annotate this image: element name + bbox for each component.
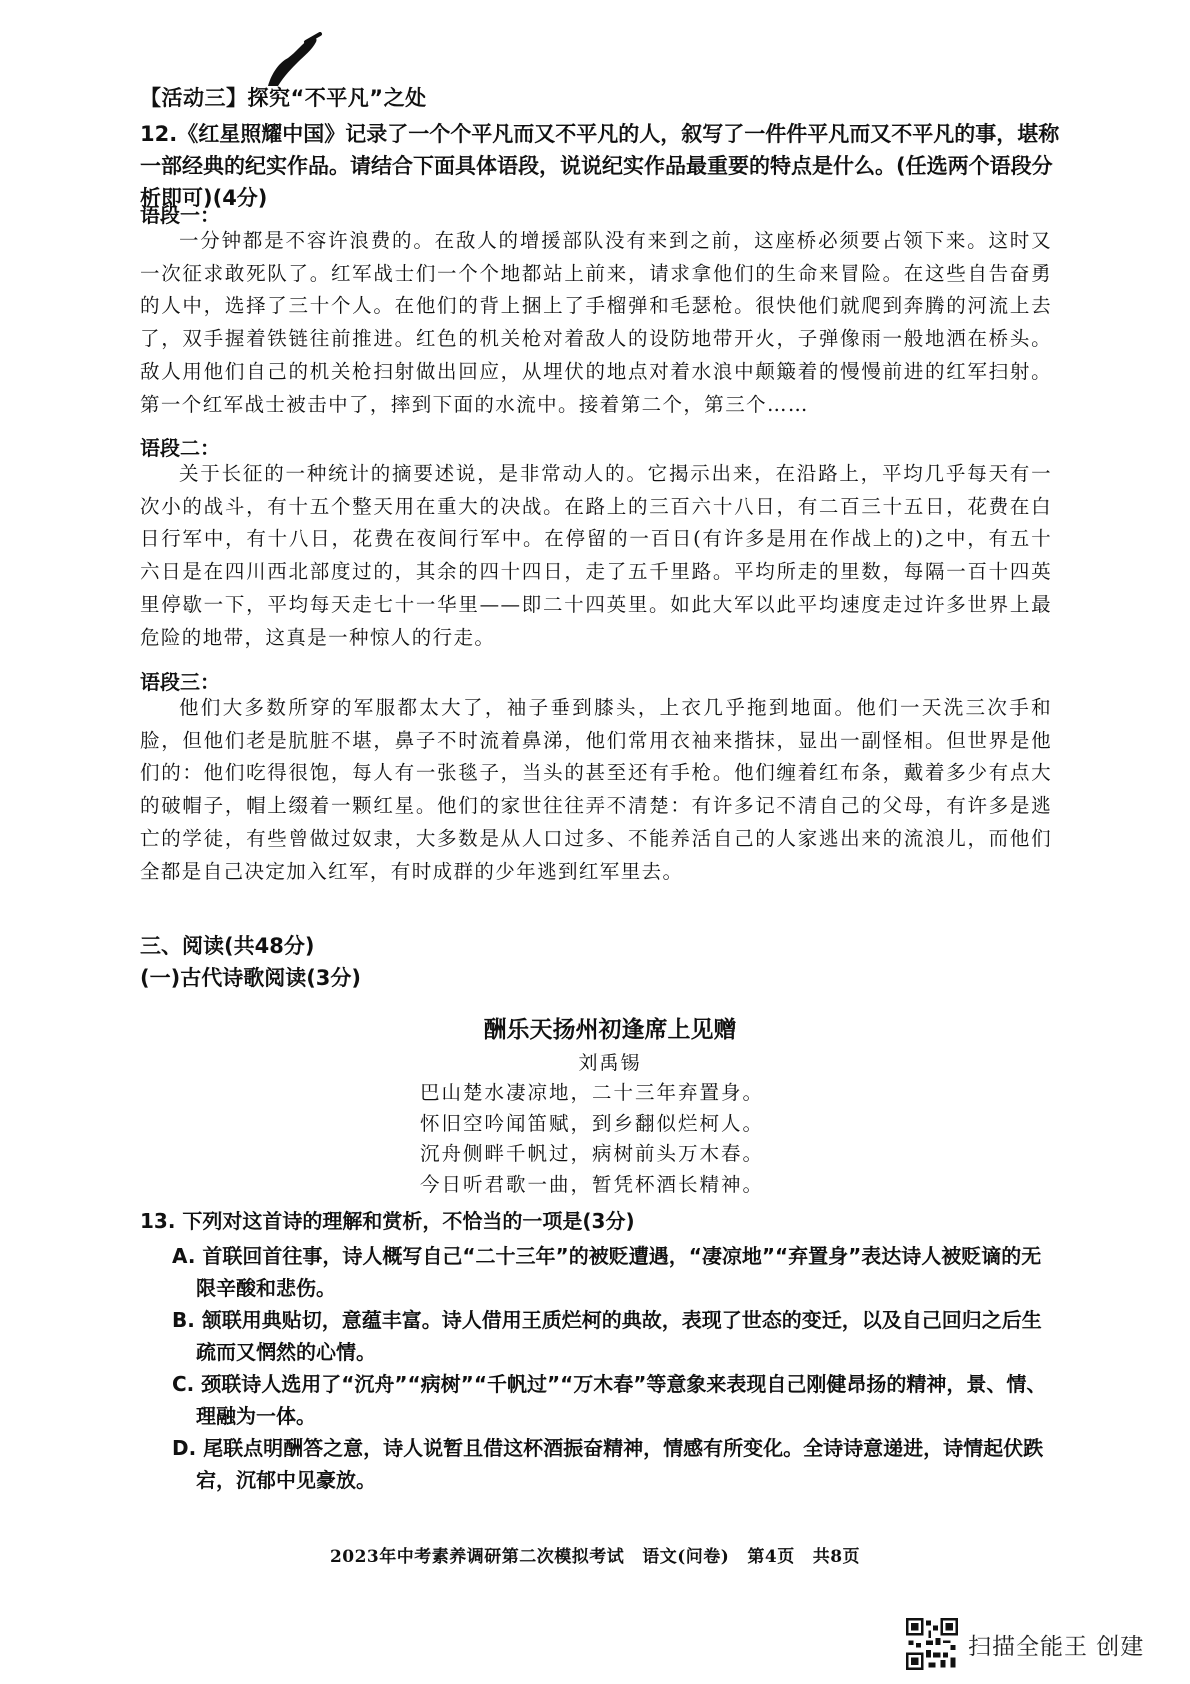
option-c	[172, 1368, 1054, 1432]
segment-2-title: 语段二：	[140, 436, 220, 460]
poem-line: 今日听君歌一曲，暂凭杯酒长精神。	[420, 1172, 765, 1196]
option-d-text: D. 尾联点明酬答之意，诗人说暂且借这杯酒振奋精神，情感有所变化。全诗诗意递进，诗情起伏跌宕，沉郁中见豪放。	[172, 1436, 1044, 1492]
question-12	[140, 118, 1060, 214]
option-c-text: C. 颈联诗人选用了“沉舟”“病树”“千帆过”“万木春”等意象来表现自己刚健昂扬的精神，景、情、理融为一体。	[172, 1372, 1047, 1428]
poem-author: 刘禹锡	[578, 1052, 642, 1074]
option-a	[172, 1240, 1054, 1304]
footer-total-pages: 共8页	[812, 1547, 861, 1567]
segment-3-title: 语段三：	[140, 670, 220, 694]
question-12-text: 《红星照耀中国》记录了一个个平凡而又不平凡的人，叙写了一件件平凡而又不平凡的事，堪称一部经典的纪实作品。请结合下面具体语段，说说纪实作品最重要的特点是什么。(任选两个语段分析即可)(4分)	[140, 122, 1060, 210]
option-b	[172, 1304, 1054, 1368]
footer-page-number: 第4页	[747, 1547, 795, 1567]
poem-body	[420, 1078, 764, 1200]
poem-line: 怀旧空吟闻笛赋，到乡翻似烂柯人。	[420, 1111, 765, 1135]
segment-3-text: 他们大多数所穿的军服都太大了，袖子垂到膝头，上衣几乎拖到地面。他们一天洗三次手和脸，但他们老是肮脏不堪，鼻子不时流着鼻涕，他们常用衣袖来揩抹，显出一副怪相。但世界是他们的：他们吃得很饱，每人有一张毯子，当头的甚至还有手枪。他们缠着红布条，戴着多少有点大的破帽子，帽上缀着一颗红星。他们的家世往往弄不清楚：有许多记不清自己的父母，有许多是逃亡的学徒，有些曾做过奴隶，大多数是从人口过多、不能养活自己的人家逃出来的流浪儿，而他们全都是自己决定加入红军，有时成群的少年逃到红军里去。	[140, 696, 1052, 883]
segment-1-title: 语段一：	[140, 203, 220, 227]
section-3-title: 三、阅读(共48分)	[140, 934, 315, 958]
subsection-1-title: (一)古代诗歌阅读(3分)	[140, 966, 362, 990]
footer-subject: 语文(问卷)	[642, 1547, 730, 1567]
scanner-watermark-label: 扫描全能王 创建	[968, 1634, 1145, 1660]
qr-code-icon	[906, 1618, 958, 1670]
option-b-text: B. 颔联用典贴切，意蕴丰富。诗人借用王质烂柯的典故，表现了世态的变迁，以及自己回归之后生疏而又惘然的心情。	[172, 1308, 1042, 1364]
question-13: 13. 下列对这首诗的理解和赏析，不恰当的一项是(3分)	[140, 1209, 635, 1233]
segment-2-text: 关于长征的一种统计的摘要述说，是非常动人的。它揭示出来，在沿路上，平均几乎每天有一次小的战斗，有十五个整天用在重大的决战。在路上的三百六十八日，有二百三十五日，花费在白日行军中，有十八日，花费在夜间行军中。在停留的一百日(有许多是用在作战上的)之中，有五十六日是在四川西北部度过的，其余的四十四日，走了五千里路。平均所走的里数，每隔一百十四英里停歇一下，平均每天走七十一华里——即二十四英里。如此大军以此平均速度走过许多世界上最危险的地带，这真是一种惊人的行走。	[140, 462, 1052, 649]
poem-line: 沉舟侧畔千帆过，病树前头万木春。	[420, 1142, 765, 1165]
option-d	[172, 1432, 1054, 1496]
activity-heading: 【活动三】探究“不平凡”之处	[140, 86, 427, 110]
page-footer	[0, 1542, 1190, 1567]
poem-title: 酬乐天扬州初逢席上见赠	[483, 1017, 737, 1043]
footer-exam-name: 2023年中考素养调研第二次模拟考试	[329, 1547, 625, 1567]
segment-1-text: 一分钟都是不容许浪费的。在敌人的增援部队没有来到之前，这座桥必须要占领下来。这时又一次征求敢死队了。红军战士们一个个地都站上前来，请求拿他们的生命来冒险。在这些自告奋勇的人中，选择了三十个人。在他们的背上捆上了手榴弹和毛瑟枪。很快他们就爬到奔腾的河流上去了，双手握着铁链往前推进。红色的机关枪对着敌人的设防地带开火，子弹像雨一般地洒在桥头。敌人用他们自己的机关枪扫射做出回应，从埋伏的地点对着水浪中颠簸着的慢慢前进的红军扫射。第一个红军战士被击中了，摔到下面的水流中。接着第二个，第三个……	[140, 229, 1052, 416]
option-a-text: A. 首联回首往事，诗人概写自己“二十三年”的被贬遭遇，“凄凉地”“弃置身”表达诗人被贬谪的无限辛酸和悲伤。	[172, 1244, 1042, 1300]
poem-line: 巴山楚水凄凉地，二十三年弃置身。	[420, 1081, 765, 1104]
question-12-number: 12.	[140, 122, 178, 146]
